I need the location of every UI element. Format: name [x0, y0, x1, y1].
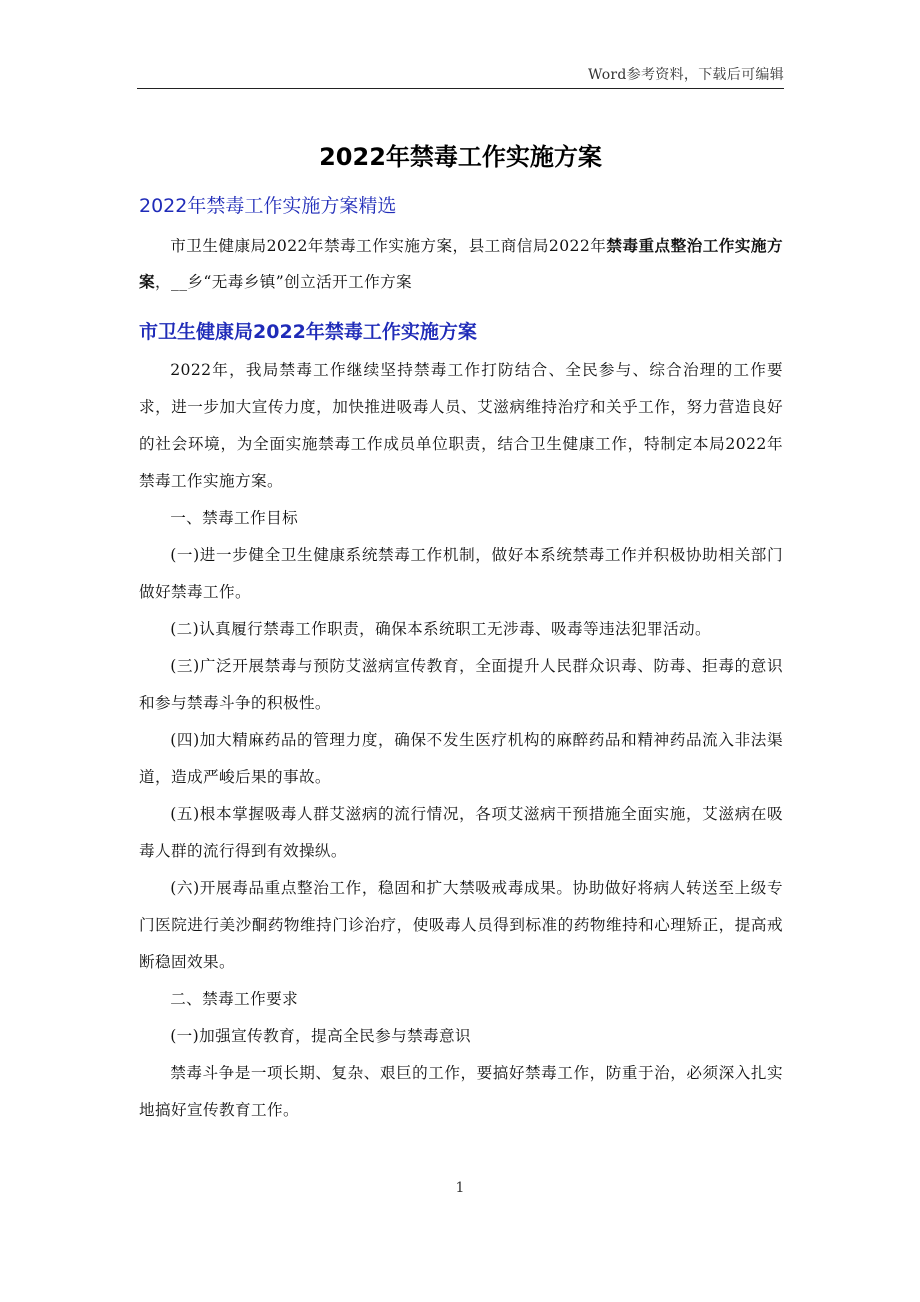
body-paragraph: 2022年，我局禁毒工作继续坚持禁毒工作打防结合、全民参与、综合治理的工作要求，进一步加大宣传力度，加快推进吸毒人员、艾滋病维持治疗和关乎工作，努力营造良好的社会环境，为全面实施禁毒工作成员单位职责，结合卫生健康工作，特制定本局2022年禁毒工作实施方案。 — [139, 361, 783, 490]
subheading-goals: 一、禁毒工作目标 — [170, 509, 299, 527]
body-paragraph: (三)广泛开展禁毒与预防艾滋病宣传教育，全面提升人民群众识毒、防毒、拒毒的意识和参与禁毒斗争的积极性。 — [139, 657, 783, 712]
subheading-publicity: (一)加强宣传教育，提高全民参与禁毒意识 — [170, 1027, 472, 1045]
page-number: 1 — [455, 1180, 465, 1196]
body-paragraph: (五)根本掌握吸毒人群艾滋病的流行情况，各项艾滋病干预措施全面实施，艾滋病在吸毒人群的流行得到有效操纵。 — [139, 805, 783, 860]
intro-text-part2: ，__乡“无毒乡镇”创立活开工作方案 — [155, 273, 413, 291]
body-paragraph: (一)进一步健全卫生健康系统禁毒工作机制，做好本系统禁毒工作并积极协助相关部门做好禁毒工作。 — [139, 546, 783, 601]
body-paragraph: (四)加大精麻药品的管理力度，确保不发生医疗机构的麻醉药品和精神药品流入非法渠道，造成严峻后果的事故。 — [139, 731, 783, 786]
document-title: 2022年禁毒工作实施方案 — [319, 143, 602, 171]
document-body — [139, 192, 783, 1129]
section-heading-selection: 2022年禁毒工作实施方案精选 — [139, 195, 397, 217]
body-paragraph: (二)认真履行禁毒工作职责，确保本系统职工无涉毒、吸毒等违法犯罪活动。 — [170, 620, 711, 638]
intro-text-part1: 市卫生健康局2022年禁毒工作实施方案，县工商信局2022年 — [170, 237, 607, 255]
header-note: Word参考资料，下载后可编辑 — [587, 67, 784, 83]
intro-text-bold: 禁毒重点整治工作实施方案 — [139, 236, 783, 291]
intro-paragraph — [139, 228, 783, 300]
section-heading-health-bureau: 市卫生健康局2022年禁毒工作实施方案 — [139, 321, 477, 343]
subheading-requirements: 二、禁毒工作要求 — [170, 990, 299, 1008]
body-paragraph: (六)开展毒品重点整治工作，稳固和扩大禁吸戒毒成果。协助做好将病人转送至上级专门医院进行美沙酮药物维持门诊治疗，使吸毒人员得到标准的药物维持和心理矫正，提高戒断稳固效果。 — [139, 879, 783, 971]
body-paragraph: 禁毒斗争是一项长期、复杂、艰巨的工作，要搞好禁毒工作，防重于治，必须深入扎实地搞好宣传教育工作。 — [139, 1064, 783, 1119]
header-divider — [137, 88, 784, 89]
